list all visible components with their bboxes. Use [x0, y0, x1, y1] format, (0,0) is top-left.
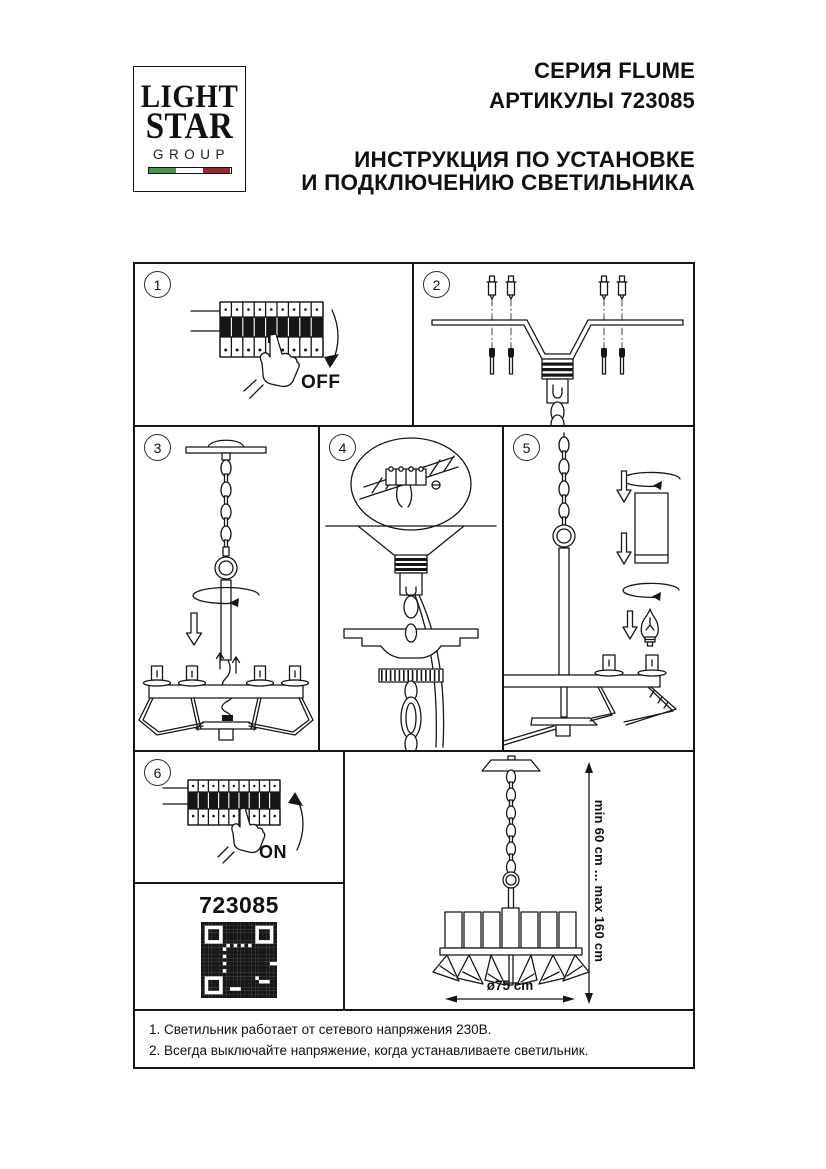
article-number: 723085: [199, 892, 279, 918]
logo-text-group: GROUP: [152, 147, 230, 162]
step-4-panel: [318, 425, 504, 752]
step-number-badge: 1: [144, 271, 171, 298]
instruction-title-line2: И ПОДКЛЮЧЕНИЮ СВЕТИЛЬНИКА: [301, 169, 695, 195]
step-number-badge: 4: [329, 434, 356, 461]
step-number-badge: 6: [144, 759, 171, 786]
step-number-badge: 5: [513, 434, 540, 461]
step-6-panel: [133, 750, 345, 884]
wiring-detail-drawing: [320, 427, 502, 750]
flag-white-segment: [176, 168, 203, 173]
diameter-dimension: ø75 cm: [486, 978, 534, 993]
step-1-panel: [133, 262, 414, 427]
series-title: СЕРИЯ FLUME: [534, 58, 695, 83]
flag-green-segment: [149, 168, 176, 173]
footer-note-2: 2. Всегда выключайте напряжение, когда устанавливаете светильник.: [149, 1043, 589, 1058]
step-3-panel: [133, 425, 320, 752]
qr-code: [201, 922, 277, 998]
step-number-badge: 2: [423, 271, 450, 298]
instruction-title-line1: ИНСТРУКЦИЯ ПО УСТАНОВКЕ: [354, 147, 695, 172]
lightstar-logo: [133, 66, 246, 192]
mounting-bracket-drawing: [414, 264, 693, 425]
step-2-panel: [412, 262, 695, 427]
header-titles: [301, 56, 695, 194]
chandelier-hanging-drawing: [135, 427, 318, 750]
footer-note-1: 1. Светильник работает от сетевого напряжения 230В.: [149, 1022, 492, 1037]
logo-text-light: LIGHT: [140, 79, 239, 115]
footer-notes: [133, 1009, 695, 1069]
dimensions-panel: [343, 750, 695, 1011]
step-number-badge: 3: [144, 434, 171, 461]
breaker-off-label: OFF: [301, 372, 341, 393]
breaker-on-label: ON: [259, 842, 287, 862]
article-title: АРТИКУЛЫ 723085: [489, 88, 695, 113]
logo-text-star: STAR: [145, 106, 234, 148]
chandelier-dimensions-drawing: [345, 752, 693, 1009]
shade-bulb-install-drawing: [504, 427, 693, 750]
italian-flag-bar: [148, 167, 232, 174]
flag-red-segment: [203, 168, 230, 173]
step-5-panel: [502, 425, 695, 752]
height-range-dimension: min 60 cm ... max 160 cm: [592, 799, 607, 962]
qr-panel: [133, 882, 345, 1011]
circuit-breaker-off-drawing: [135, 264, 412, 425]
